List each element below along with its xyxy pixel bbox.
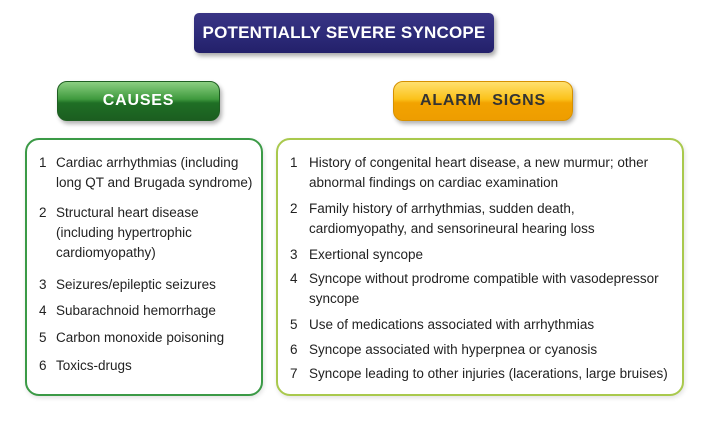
item-number: 1 xyxy=(39,155,47,170)
item-text: History of congenital heart disease, a new murmur; other abnormal findings on cardiac examination xyxy=(309,155,649,190)
list-item xyxy=(278,269,674,309)
item-number: 3 xyxy=(39,277,47,292)
item-number: 2 xyxy=(290,201,298,216)
item-text: Syncope associated with hyperpnea or cyanosis xyxy=(309,342,598,357)
item-text: Toxics-drugs xyxy=(56,358,132,373)
causes-panel xyxy=(25,138,263,396)
item-number: 2 xyxy=(39,205,47,220)
list-item xyxy=(278,199,674,239)
item-number: 5 xyxy=(39,330,47,345)
item-text: Syncope without prodrome compatible with vasodepressor syncope xyxy=(309,271,659,306)
alarm-signs-header: ALARM SIGNS xyxy=(393,81,573,121)
item-number: 4 xyxy=(39,303,47,318)
list-item xyxy=(278,364,674,384)
item-number: 6 xyxy=(39,358,47,373)
item-text: Subarachnoid hemorrhage xyxy=(56,303,216,318)
item-number: 5 xyxy=(290,317,298,332)
item-text: Exertional syncope xyxy=(309,247,424,262)
item-text: Syncope leading to other injuries (lacerations, large bruises) xyxy=(309,366,668,381)
item-number: 4 xyxy=(290,271,298,286)
list-item xyxy=(278,315,674,335)
list-item xyxy=(27,356,253,376)
item-text: Structural heart disease (including hypertrophic cardiomyopathy) xyxy=(56,205,199,260)
list-item xyxy=(27,275,253,295)
causes-header: CAUSES xyxy=(57,81,220,121)
item-text: Use of medications associated with arrhythmias xyxy=(309,317,595,332)
item-number: 3 xyxy=(290,247,298,262)
list-item xyxy=(27,328,253,348)
item-text: Carbon monoxide poisoning xyxy=(56,330,225,345)
item-number: 1 xyxy=(290,155,298,170)
list-item xyxy=(27,203,253,263)
list-item xyxy=(278,340,674,360)
list-item xyxy=(27,301,253,321)
item-number: 6 xyxy=(290,342,298,357)
item-text: Family history of arrhythmias, sudden death, cardiomyopathy, and sensorineural hearing loss xyxy=(309,201,595,236)
item-text: Seizures/epileptic seizures xyxy=(56,277,216,292)
item-text: Cardiac arrhythmias (including long QT and Brugada syndrome) xyxy=(56,155,253,190)
alarm-signs-panel xyxy=(276,138,684,396)
list-item xyxy=(27,153,253,193)
list-item xyxy=(278,153,674,193)
list-item xyxy=(278,245,674,265)
page-title: POTENTIALLY SEVERE SYNCOPE xyxy=(194,13,494,53)
item-number: 7 xyxy=(290,366,298,381)
